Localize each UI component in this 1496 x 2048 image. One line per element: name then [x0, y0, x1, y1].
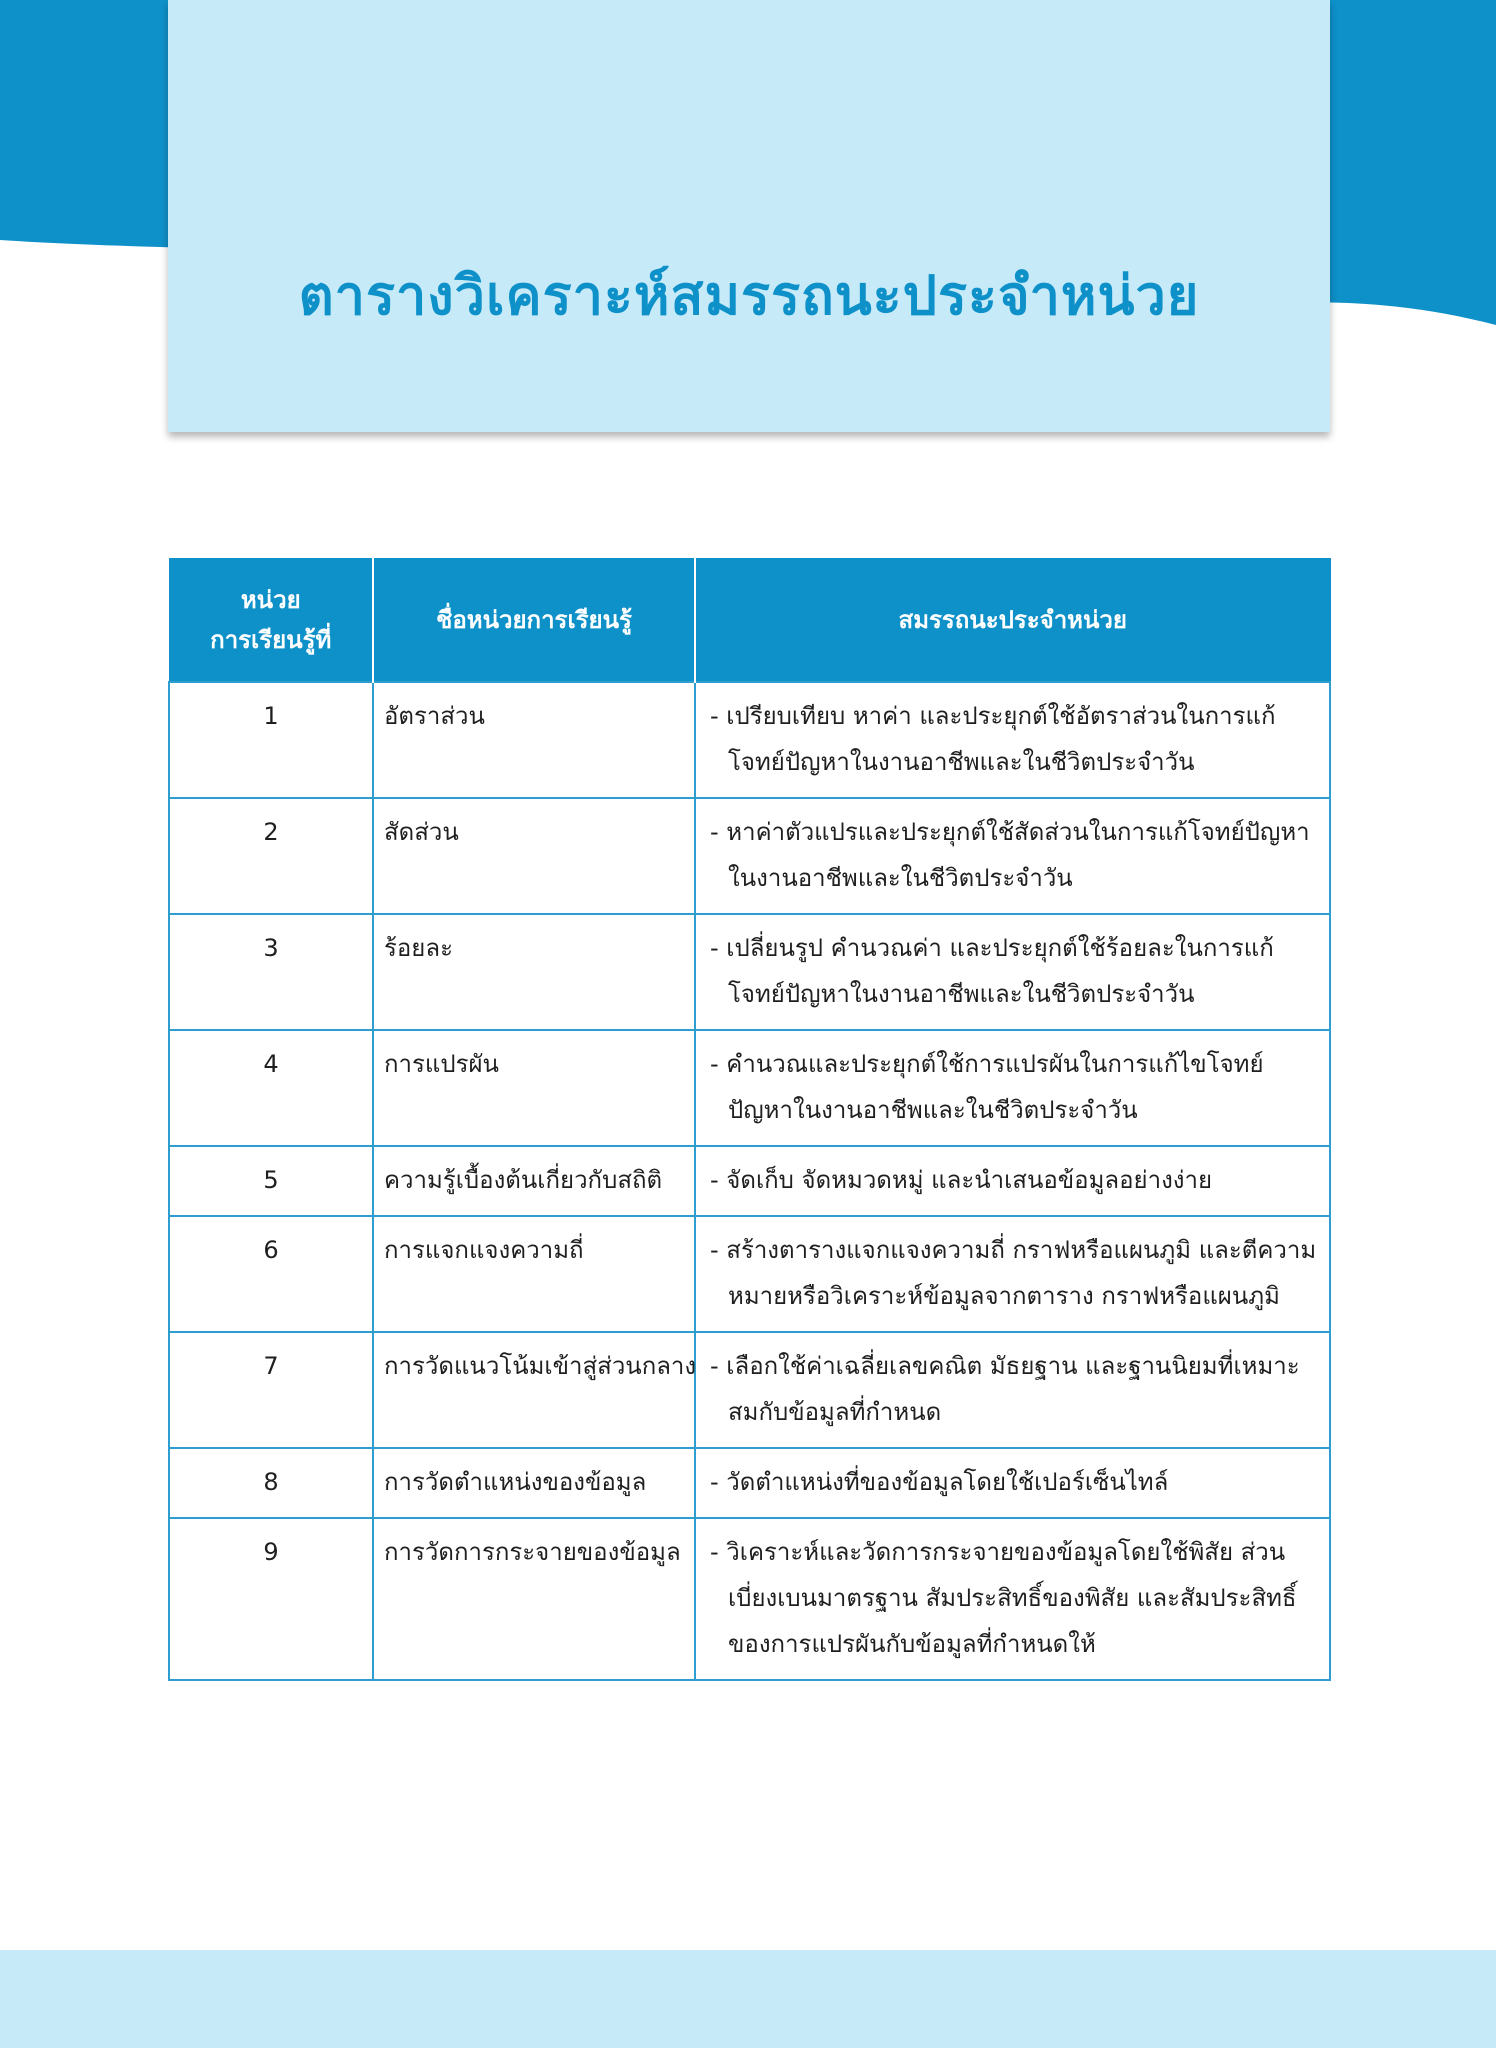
unit-number: 9: [169, 1518, 373, 1680]
unit-name: สัดส่วน: [373, 798, 695, 914]
unit-competency: - วัดตำแหน่งที่ของข้อมูลโดยใช้เปอร์เซ็นไทล์: [695, 1448, 1330, 1518]
unit-competency: - หาค่าตัวแปรและประยุกต์ใช้สัดส่วนในการแก้โจทย์ปัญหาในงานอาชีพและในชีวิตประจำวัน: [695, 798, 1330, 914]
table-row: [169, 1216, 1330, 1332]
unit-competency: - สร้างตารางแจกแจงความถี่ กราฟหรือแผนภูมิ และตีความหมายหรือวิเคราะห์ข้อมูลจากตาราง กราฟหรือแผนภูมิ: [695, 1216, 1330, 1332]
page-title: ตารางวิเคราะห์สมรรถนะประจำหน่วย: [298, 264, 1200, 327]
unit-name: การแปรผัน: [373, 1030, 695, 1146]
table-row: [169, 798, 1330, 914]
header-unit-line1: หน่วย: [240, 585, 301, 614]
unit-competency: - เลือกใช้ค่าเฉลี่ยเลขคณิต มัธยฐาน และฐานนิยมที่เหมาะสมกับข้อมูลที่กำหนด: [695, 1332, 1330, 1448]
unit-competency: - เปรียบเทียบ หาค่า และประยุกต์ใช้อัตราส่วนในการแก้โจทย์ปัญหาในงานอาชีพและในชีวิตประจำวัน: [695, 682, 1330, 798]
unit-name: การวัดการกระจายของข้อมูล: [373, 1518, 695, 1680]
table-row: [169, 682, 1330, 798]
unit-number: 4: [169, 1030, 373, 1146]
unit-number: 6: [169, 1216, 373, 1332]
competency-table: [168, 558, 1331, 1681]
title-banner: [168, 0, 1330, 432]
table-row: [169, 1146, 1330, 1216]
unit-number: 3: [169, 914, 373, 1030]
unit-competency: - วิเคราะห์และวัดการกระจายของข้อมูลโดยใช้พิสัย ส่วนเบี่ยงเบนมาตรฐาน สัมประสิทธิ์ของพิสัย และสัมประสิทธิ์ของการแปรผันกับข้อมูลที่กำหนดให้: [695, 1518, 1330, 1680]
footer-band: [0, 1950, 1496, 2048]
table-row: [169, 914, 1330, 1030]
unit-name: การแจกแจงความถี่: [373, 1216, 695, 1332]
unit-name: การวัดแนวโน้มเข้าสู่ส่วนกลาง: [373, 1332, 695, 1448]
header-competency: สมรรถนะประจำหน่วย: [695, 558, 1330, 682]
unit-name: อัตราส่วน: [373, 682, 695, 798]
header-unit-name: ชื่อหน่วยการเรียนรู้: [373, 558, 695, 682]
unit-name: ร้อยละ: [373, 914, 695, 1030]
unit-competency: - จัดเก็บ จัดหมวดหมู่ และนำเสนอข้อมูลอย่างง่าย: [695, 1146, 1330, 1216]
unit-name: การวัดตำแหน่งของข้อมูล: [373, 1448, 695, 1518]
unit-number: 2: [169, 798, 373, 914]
unit-number: 8: [169, 1448, 373, 1518]
table-row: [169, 1518, 1330, 1680]
table-row: [169, 1030, 1330, 1146]
table-row: [169, 1332, 1330, 1448]
unit-number: 5: [169, 1146, 373, 1216]
unit-competency: - เปลี่ยนรูป คำนวณค่า และประยุกต์ใช้ร้อยละในการแก้โจทย์ปัญหาในงานอาชีพและในชีวิตประจำวัน: [695, 914, 1330, 1030]
header-unit-number: [169, 558, 373, 682]
unit-competency: - คำนวณและประยุกต์ใช้การแปรผันในการแก้ไขโจทย์ปัญหาในงานอาชีพและในชีวิตประจำวัน: [695, 1030, 1330, 1146]
table-header-row: [169, 558, 1330, 682]
table-body: [169, 682, 1330, 1680]
unit-name: ความรู้เบื้องต้นเกี่ยวกับสถิติ: [373, 1146, 695, 1216]
header-unit-line2: การเรียนรู้ที่: [210, 625, 332, 654]
table-row: [169, 1448, 1330, 1518]
unit-number: 7: [169, 1332, 373, 1448]
unit-number: 1: [169, 682, 373, 798]
